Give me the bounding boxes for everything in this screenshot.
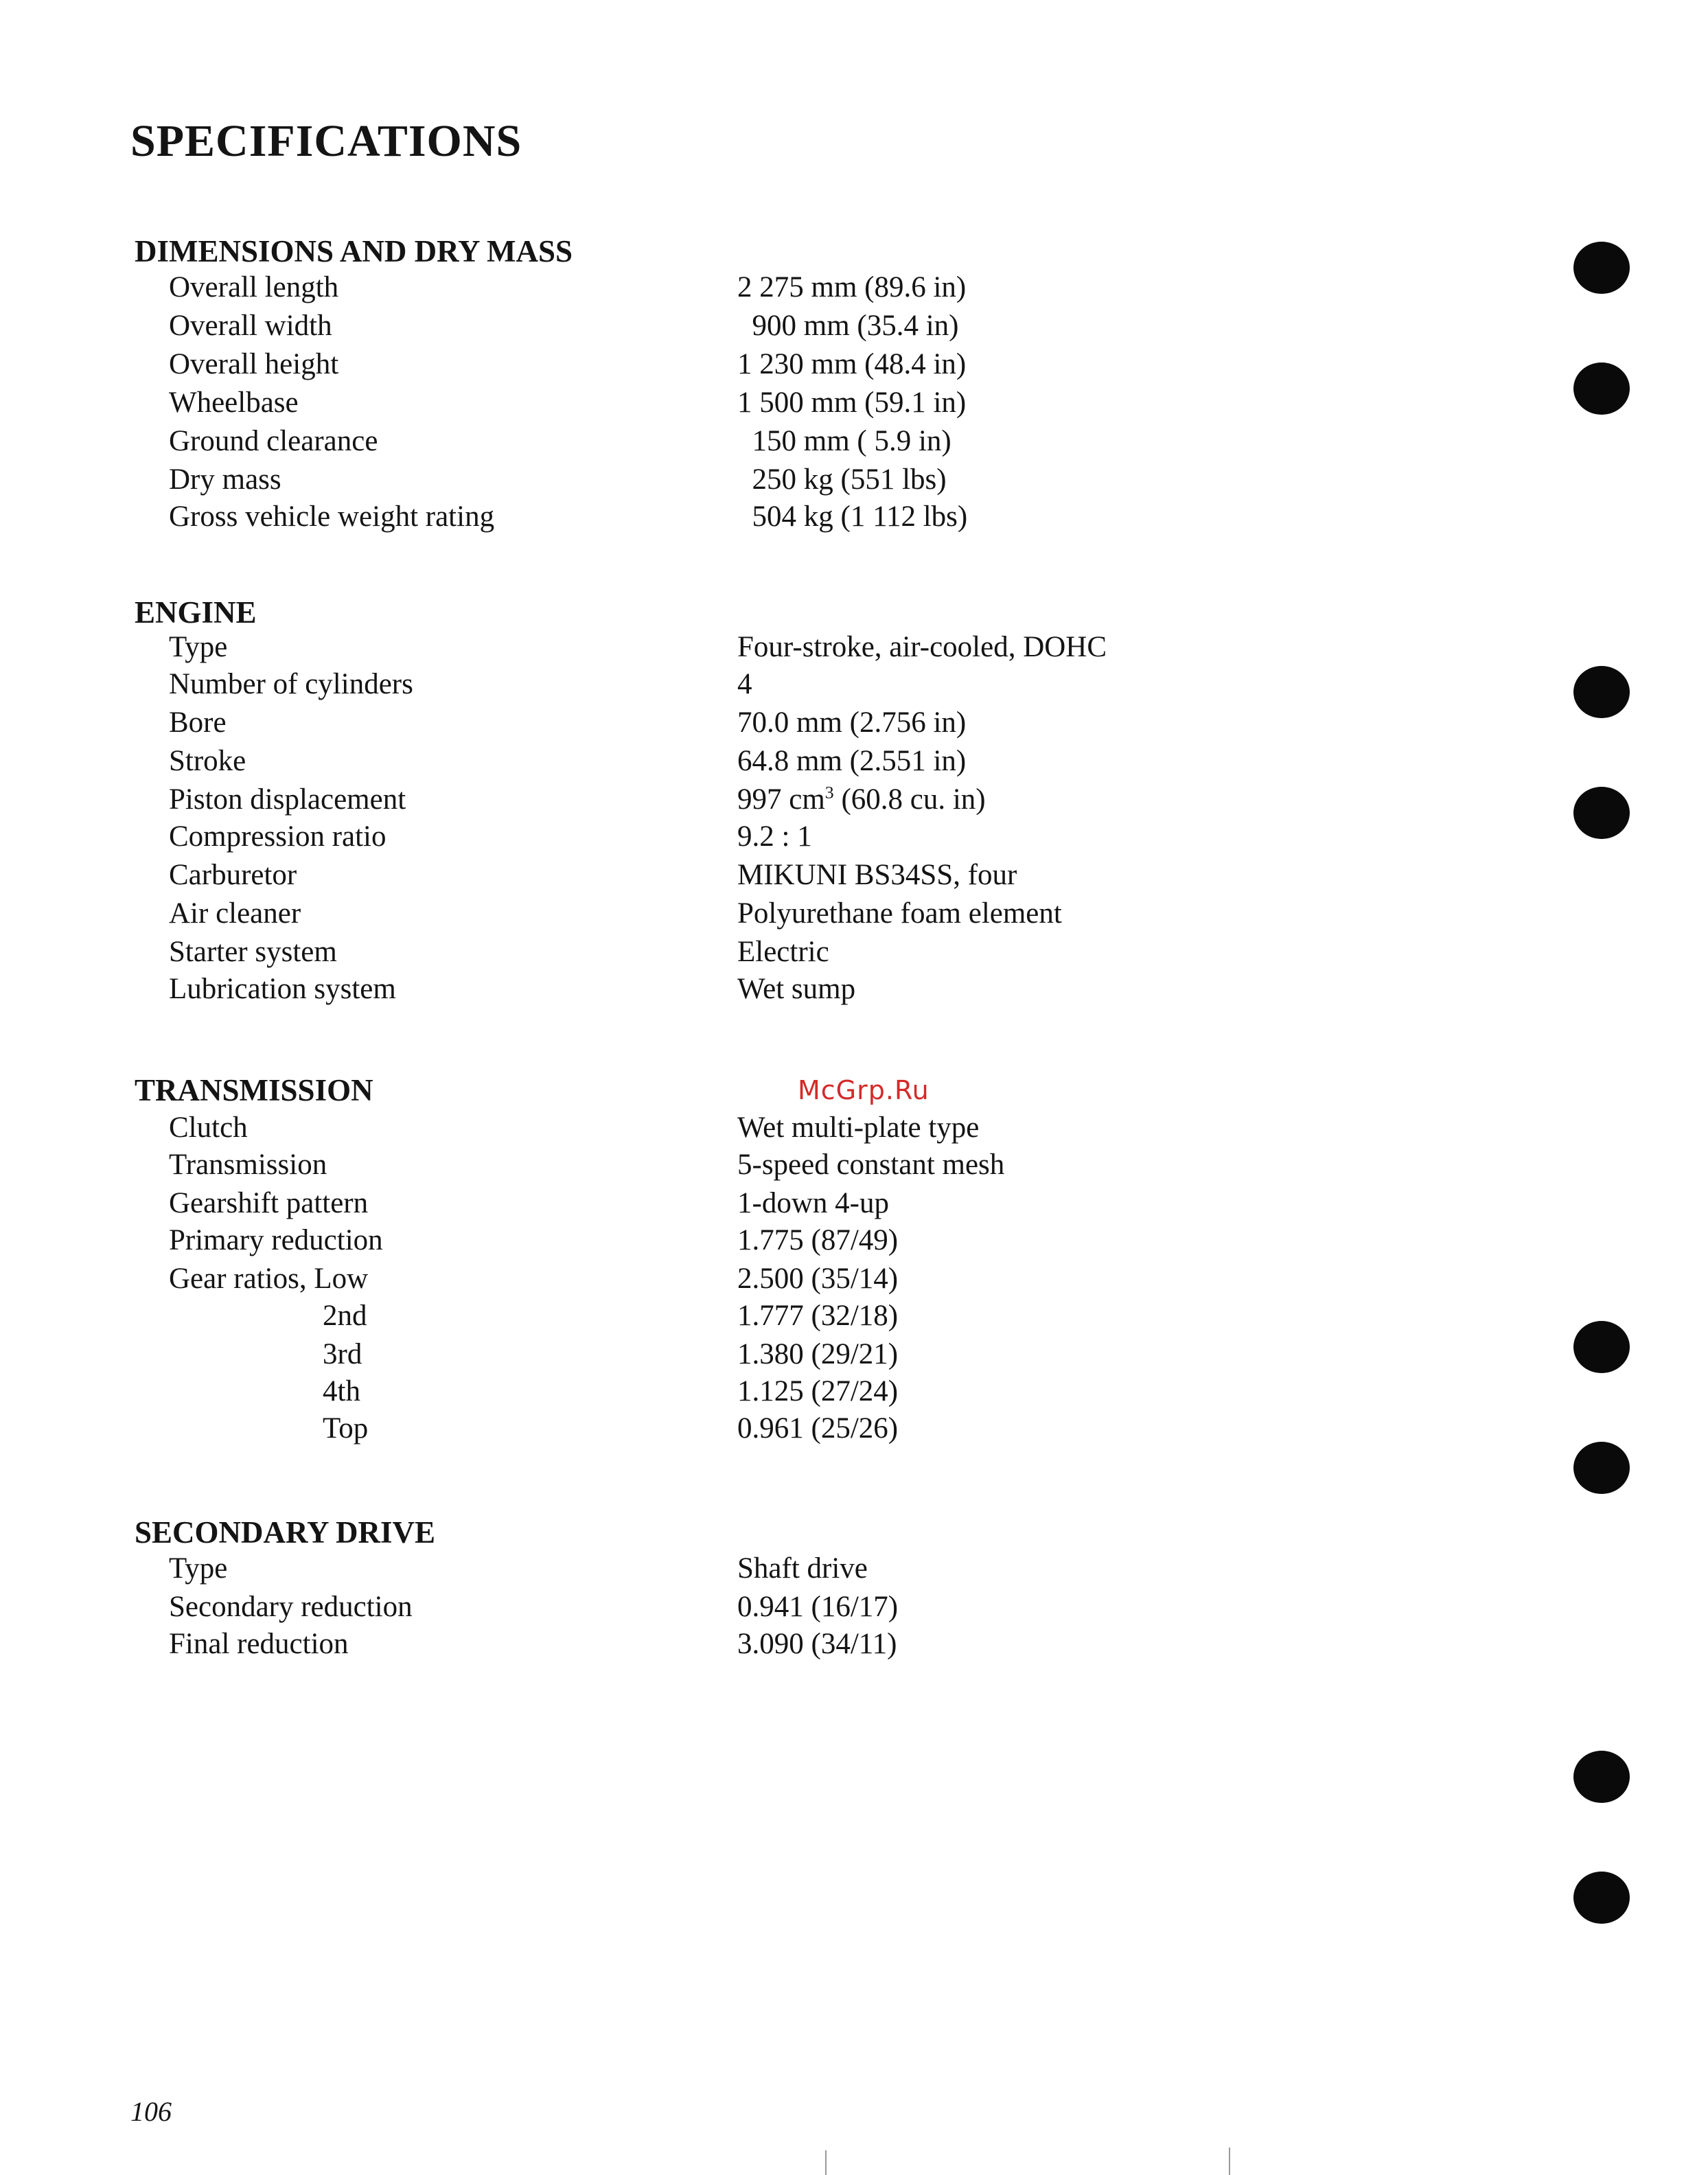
- spec-label: Number of cylinders: [169, 668, 413, 700]
- section-heading: DIMENSIONS AND DRY MASS: [135, 234, 573, 268]
- section-heading: SECONDARY DRIVE: [135, 1515, 436, 1550]
- spec-label: Type: [169, 631, 228, 663]
- punch-hole: [1573, 787, 1630, 839]
- spec-label: Gearshift pattern: [169, 1187, 369, 1219]
- spec-value: 4: [737, 668, 752, 700]
- spec-row: [0, 972, 1708, 1011]
- spec-row: [0, 424, 1708, 463]
- spec-row: [0, 1148, 1708, 1186]
- spec-value: 150 mm ( 5.9 in): [737, 425, 951, 457]
- spec-value: 1.380 (29/21): [737, 1338, 899, 1370]
- spec-value: 0.961 (25/26): [737, 1412, 899, 1445]
- spec-value: Four-stroke, air-cooled, DOHC: [737, 631, 1107, 663]
- spec-label: Overall height: [169, 348, 339, 380]
- superscript: 3: [824, 782, 834, 803]
- spec-value: 2.500 (35/14): [737, 1263, 899, 1295]
- spec-label: Stroke: [169, 745, 246, 777]
- spec-row: [0, 500, 1708, 538]
- section-heading: TRANSMISSION: [135, 1073, 373, 1107]
- spec-label: Top: [323, 1412, 369, 1445]
- spec-label: Transmission: [169, 1149, 327, 1181]
- spec-row: [0, 1337, 1708, 1376]
- spec-row: [0, 1299, 1708, 1337]
- spec-label: Gross vehicle weight rating: [169, 500, 495, 533]
- punch-hole: [1573, 1321, 1630, 1373]
- spec-label: Gear ratios, Low: [169, 1263, 369, 1295]
- spec-row: [0, 1262, 1708, 1300]
- spec-value: 1-down 4-up: [737, 1187, 889, 1219]
- spec-value: 1.125 (27/24): [737, 1375, 899, 1407]
- spec-value: 1 500 mm (59.1 in): [737, 387, 967, 419]
- spec-label: Air cleaner: [169, 897, 301, 930]
- spec-label: 4th: [323, 1375, 360, 1407]
- spec-row: [0, 706, 1708, 744]
- spec-row: [0, 744, 1708, 783]
- spec-label: Overall length: [169, 271, 339, 303]
- spec-label: Wheelbase: [169, 387, 299, 419]
- spec-row: [0, 1412, 1708, 1450]
- page-title: SPECIFICATIONS: [130, 116, 522, 166]
- spec-row: [0, 1111, 1708, 1149]
- punch-hole: [1573, 1751, 1630, 1803]
- spec-label: Ground clearance: [169, 425, 378, 457]
- spec-row: [0, 1186, 1708, 1225]
- page-number: 106: [130, 2096, 172, 2127]
- spec-value: 1.777 (32/18): [737, 1300, 899, 1332]
- spec-value-tail: (60.8 cu. in): [833, 783, 986, 816]
- section-heading: ENGINE: [135, 595, 257, 630]
- spec-value: 1.775 (87/49): [737, 1224, 899, 1256]
- spec-value: 5-speed constant mesh: [737, 1149, 1005, 1181]
- spec-row: [0, 897, 1708, 935]
- scan-mark: [1229, 2148, 1230, 2175]
- spec-value: 0.941 (16/17): [737, 1591, 899, 1623]
- spec-label: Secondary reduction: [169, 1591, 413, 1623]
- spec-value: Electric: [737, 936, 829, 968]
- spec-row: [0, 1590, 1708, 1629]
- spec-value: Wet sump: [737, 973, 856, 1005]
- spec-label: Type: [169, 1552, 228, 1585]
- watermark: McGrp.Ru: [798, 1075, 930, 1105]
- spec-label: 2nd: [323, 1300, 367, 1332]
- spec-row: [0, 463, 1708, 501]
- spec-label: Primary reduction: [169, 1224, 383, 1256]
- spec-row: [0, 1374, 1708, 1413]
- spec-label: Bore: [169, 706, 227, 739]
- spec-row: [0, 783, 1708, 821]
- spec-label: Carburetor: [169, 859, 297, 891]
- spec-row: [0, 347, 1708, 386]
- spec-label: Final reduction: [169, 1628, 349, 1660]
- spec-value: Wet multi-plate type: [737, 1112, 980, 1144]
- spec-row: [0, 309, 1708, 347]
- spec-value: Polyurethane foam element: [737, 897, 1062, 930]
- spec-value: 9.2 : 1: [737, 820, 812, 853]
- spec-value: 2 275 mm (89.6 in): [737, 271, 967, 303]
- spec-label: 3rd: [323, 1338, 362, 1370]
- spec-row: [0, 820, 1708, 858]
- spec-label: Overall width: [169, 310, 332, 342]
- spec-row: [0, 271, 1708, 309]
- spec-value-main: 997 cm: [737, 783, 825, 816]
- spec-value: 1 230 mm (48.4 in): [737, 348, 967, 380]
- punch-hole: [1573, 242, 1630, 294]
- spec-row: [0, 386, 1708, 424]
- spec-row: [0, 1627, 1708, 1666]
- spec-row: [0, 935, 1708, 974]
- scan-mark: [825, 2150, 827, 2175]
- spec-row: [0, 630, 1708, 669]
- punch-hole: [1573, 666, 1630, 718]
- spec-label: Dry mass: [169, 463, 281, 496]
- spec-value: Shaft drive: [737, 1552, 868, 1585]
- spec-row: [0, 1552, 1708, 1590]
- spec-value: [737, 783, 986, 816]
- spec-value: MIKUNI BS34SS, four: [737, 859, 1017, 891]
- spec-value: 504 kg (1 112 lbs): [737, 500, 968, 533]
- spec-value: 3.090 (34/11): [737, 1628, 897, 1660]
- spec-row: [0, 1223, 1708, 1262]
- punch-hole: [1573, 1872, 1630, 1924]
- punch-hole: [1573, 362, 1630, 415]
- spec-row: [0, 858, 1708, 897]
- spec-label: Clutch: [169, 1112, 248, 1144]
- spec-value: 900 mm (35.4 in): [737, 310, 959, 342]
- spec-label: Compression ratio: [169, 820, 386, 853]
- spec-label: Starter system: [169, 936, 337, 968]
- spec-row: [0, 667, 1708, 706]
- spec-value: 70.0 mm (2.756 in): [737, 706, 967, 739]
- spec-value: 250 kg (551 lbs): [737, 463, 947, 496]
- punch-hole: [1573, 1442, 1630, 1494]
- spec-label: Piston displacement: [169, 783, 406, 816]
- spec-value: 64.8 mm (2.551 in): [737, 745, 967, 777]
- spec-label: Lubrication system: [169, 973, 396, 1005]
